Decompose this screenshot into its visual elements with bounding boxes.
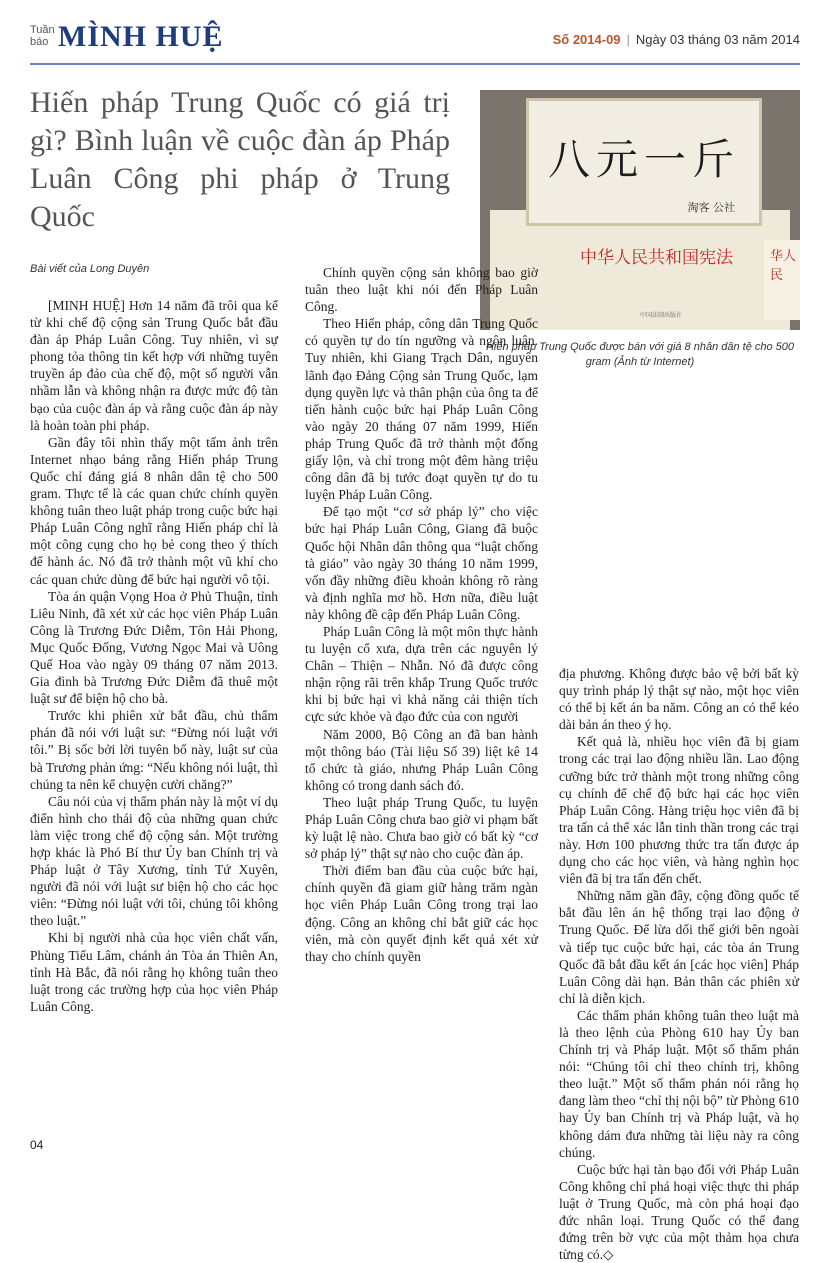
photo-caption: Hiến pháp Trung Quốc được bán với giá 8 nhân dân tệ cho 500 gram (Ảnh từ Internet) <box>485 341 795 368</box>
paragraph: Thời điểm ban đầu của cuộc bức hại, chính quyền đã giam giữ hàng trăm ngàn học viên Pháp Luân Công trong trại lao động. Công an không chỉ bắt giữ các học viên, mà còn quyết định kết quả xét xử thay cho chính quyền <box>305 863 538 964</box>
masthead <box>30 20 800 60</box>
paragraph: Năm 2000, Bộ Công an đã ban hành một thông báo (Tài liệu Số 39) liệt kê 14 tổ chức tà giáo, nhưng Pháp Luân Công không có trong danh sách đó. <box>305 726 538 793</box>
paragraph: Gần đây tôi nhìn thấy một tấm ảnh trên Internet nhạo báng rằng Hiến pháp Trung Quốc chỉ đáng giá 8 nhân dân tệ cho 500 gram. Thực tế là các quan chức chính quyền không tuân theo luật pháp trong cuộc bức hại Pháp Luân Công nghĩ rằng Hiến pháp chỉ là một công cụng cho họ bẻ cong theo ý thích để hành ác. Nó đã trở thành một vũ khí cho các quan chức dùng để bức hại người vô tội. <box>30 434 278 587</box>
byline: Bài viết của Long Duyên <box>30 263 150 275</box>
photo-calligraphy: 八元一斤 <box>547 135 740 184</box>
paragraph: Khi bị người nhà của học viên chất vấn, Phùng Tiểu Lâm, chánh án Tòa án Thiên An, tỉnh Hà Bắc, đã nói rằng họ không tuân theo luật trong các trường hợp của học viên Pháp Luân Công. <box>30 930 278 1014</box>
paragraph: Những năm gần đây, cộng đồng quốc tế bắt đầu lên án hệ thống trại lao động ở Trung Quốc. Để lừa dối thế giới bên ngoài và tiếp tục cuộc bức hại, các tòa án Trung Quốc đã bắt đầu kết án [các học viên] Pháp Luân Công dài hạn. Bản thân các phiên xử chỉ là diễn kịch. <box>559 888 799 1006</box>
photo-signature: 淘客 公社 <box>687 201 735 214</box>
paragraph: Cuộc bức hại tàn bạo đối với Pháp Luân Công không chỉ phá hoại việc thực thi pháp luật ở Trung Quốc, mà còn phá hoại đạo đức nhân loại. Trung Quốc có thể đang đứng trên bờ vực của một thảm họa chưa từng có.◇ <box>559 1161 799 1263</box>
paragraph: Theo luật pháp Trung Quốc, tu luyện Pháp Luân Công chưa bao giờ vi phạm bất kỳ luật lệ nào. Chưa bao giờ có bất kỳ “cơ sở pháp lý” thật sự nào cho cuộc đàn áp. <box>305 794 538 862</box>
paragraph: Theo Hiến pháp, công dân Trung Quốc có quyền tự do tín ngưỡng và ngôn luận. Tuy nhiên, khi Giang Trạch Dân, nguyên lãnh đạo Đảng Cộng sản Trung Quốc, lạm dụng quyền lực và thân phận của ông ta để tiến hành cuộc bức hại Pháp Luân Công vào ngày 20 tháng 07 năm 1999, Hiến pháp Trung Quốc đã trở thành một đống giấy lộn, và chỉ trong một đêm hàng triệu công dân đã bị tước đoạt quyền tự do tu luyện Pháp Luân Công. <box>305 316 538 503</box>
paragraph: Các thẩm phán không tuân theo luật mà là theo lệnh của Phòng 610 hay Ủy ban Chính trị và Pháp luật. Một số thẩm phán nói: “Chúng tôi chỉ theo chính trị, không theo luật.” Một số thẩm phán nói rằng họ đang làm theo “chỉ thị nội bộ” từ Phòng 610 hay Ủy ban Chính trị và Pháp luật, và họ không dám đưa những tài liệu này ra công chúng. <box>559 1007 799 1160</box>
issue-info <box>553 32 800 47</box>
paragraph-continuation: địa phương. Không được bảo vệ bởi bất kỳ quy trình pháp lý thật sự nào, một học viên có thể bị kết án ba năm. Công an có thể kéo dài bản án theo ý họ. <box>559 666 799 733</box>
article-column-2 <box>305 264 538 965</box>
photo-side-book-title: 华人民 <box>770 249 797 283</box>
photo-price-card <box>526 98 762 226</box>
photo-book-title: 中华人民共和国宪法 <box>580 248 733 268</box>
article-title: Hiến pháp Trung Quốc có giá trị gì? Bình luận về cuộc đàn áp Pháp Luân Công phi pháp ở Trung Quốc <box>30 86 450 233</box>
page-number: 04 <box>30 1138 44 1152</box>
issue-date: Ngày 03 tháng 03 năm 2014 <box>635 32 800 47</box>
issue-number: Số 2014-09 <box>552 32 621 47</box>
photo-book-subtitle: 中国法制出版社 <box>640 312 683 319</box>
paragraph: Pháp Luân Công là một môn thực hành tu luyện cổ xưa, dựa trên các nguyên lý Chân – Thiện – Nhẫn. Nó đã được công nhận rộng rãi trên khắp Trung Quốc trước khi bị bức hại vì khả năng cải thiện tích cực sức khỏe và đạo đức của con người <box>305 623 538 725</box>
article-column-3 <box>559 665 799 1263</box>
paragraph: [MINH HUỆ] Hơn 14 năm đã trôi qua kể từ khi chế độ cộng sản Trung Quốc bắt đầu đàn áp Pháp Luân Công. Tuy nhiên, vì sự phong tỏa thông tin kết hợp với những tuyên truyền áp đảo của chế độ, một số người vẫn nhầm lẫn và không nhận ra được mức độ tàn bạo của cuộc đàn áp và rằng cuộc đàn áp này là hoàn toàn phi pháp. <box>30 298 278 433</box>
masthead-small-label: Tuần báo <box>30 24 55 48</box>
paragraph: Chính quyền cộng sản không bao giờ tuân theo luật khi nói đến Pháp Luân Công. <box>305 265 538 315</box>
paragraph: Trước khi phiên xử bắt đầu, chủ thẩm phán đã nói với luật sư: “Đừng nói luật với tôi.” Bị sốc bởi lời tuyên bố này, luật sư của bà Trương phản ứng: “Nếu không nói luật, thì chúng ta nên kể chuyện cười chăng?” <box>30 708 278 792</box>
issue-separator: | <box>626 32 630 47</box>
article-column-1 <box>30 297 278 1015</box>
paragraph: Để tạo một “cơ sở pháp lý” cho việc bức hại Pháp Luân Công, Giang đã buộc Quốc hội Nhân dân thông qua “luật chống tà giáo” vào ngày 30 tháng 10 năm 1999, vốn đầy những điều khoản không rõ ràng và định nghĩa mơ hồ. Hơn nữa, điều luật này không đề cập đến Pháp Luân Công. <box>305 504 538 622</box>
masthead-rule <box>30 63 800 65</box>
paragraph: Tòa án quận Vọng Hoa ở Phủ Thuận, tỉnh Liêu Ninh, đã xét xử các học viên Pháp Luân Công là Trương Đức Diễm, Tôn Hải Phong, Mục Quốc Đống, Vương Ngọc Mai và Uông Quế Hoa vào ngày 09 tháng 07 năm 2013. Gia đình bà Trương Đức Diễm đã thuê một luật sư để biện hộ cho bà. <box>30 588 278 707</box>
masthead-name: MÌNH HUỆ <box>58 20 224 53</box>
paragraph: Câu nói của vị thẩm phán này là một ví dụ điển hình cho thái độ của những quan chức làm việc trong chế độ cộng sản. Một trường hợp khác là Phó Bí thư Ủy ban Chính trị và Pháp luật ở Tây Xương, tỉnh Tứ Xuyên, người đã nói với luật sư biện hộ cho các học viên: “Đừng nói luật với tôi, chúng tôi không theo luật.” <box>30 793 278 929</box>
paragraph: Kết quả là, nhiều học viên đã bị giam trong các trại lao động nhiều lần. Lao động cưỡng bức trở thành một trong những công cụ chính để chế độ bức hại các học viên Pháp Luân Công. Hàng triệu học viên đã bị tra tấn cả thể xác lẫn tinh thần trong các trại này. Hơn 100 phương thức tra tấn được áp dụng cho các học viên, và hàng nghìn học viên đã bị tra tấn đến chết. <box>559 734 799 887</box>
